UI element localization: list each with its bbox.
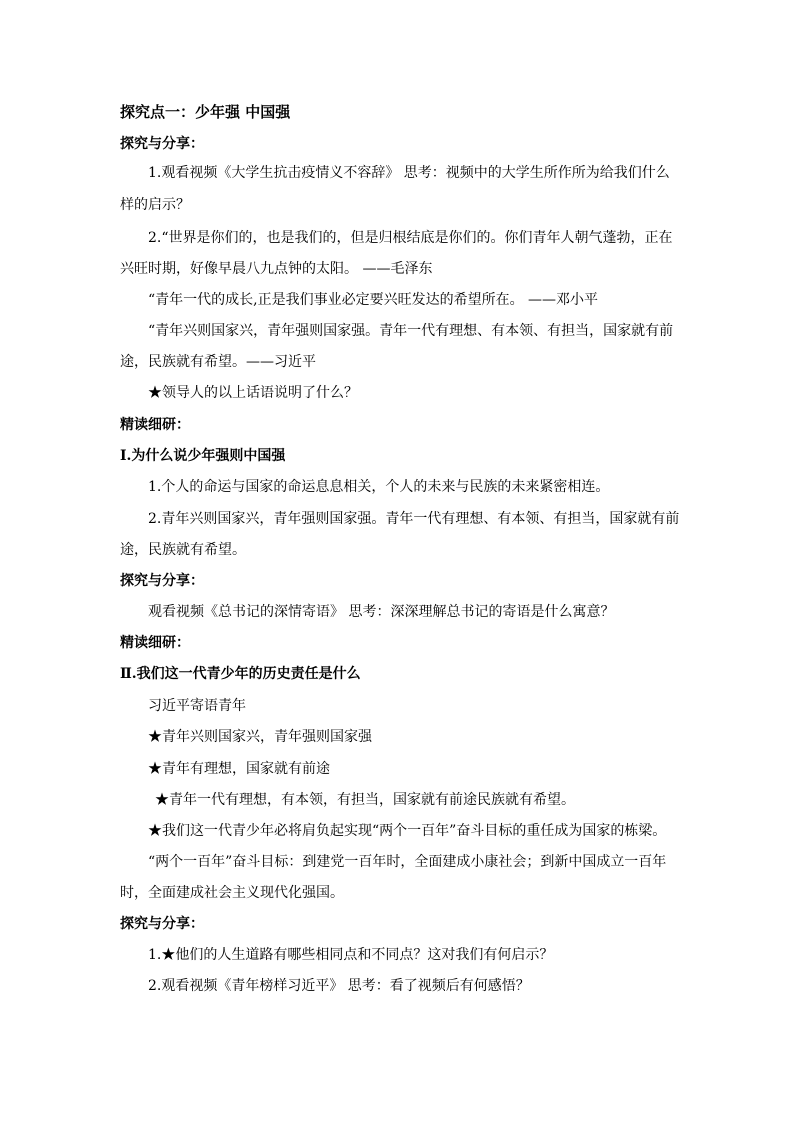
share-question-2-line-2: 兴旺时期，好像早晨八九点钟的太阳。 ——毛泽东: [120, 261, 433, 277]
share-heading-3: 探究与分享：: [120, 916, 204, 932]
share-question-2-line-1: 2.“世界是你们的，也是我们的，但是归根结底是你们的。你们青年人朝气蓬勃，正在: [148, 230, 673, 246]
quote-deng: “青年一代的成长,正是我们事业必定要兴旺发达的希望所在。 ——邓小平: [148, 292, 599, 308]
star-item-2: ★青年有理想，国家就有前途: [148, 761, 330, 777]
share-3-question-2: 2.观看视频《青年榜样习近平》 思考：看了视频后有何感悟？: [148, 978, 530, 994]
study-heading: 精读细研：: [120, 417, 190, 433]
share-2-text: 观看视频《总书记的深情寄语》 思考：深深理解总书记的寄语是什么寓意？: [148, 604, 615, 620]
study-heading-2: 精读细研：: [120, 635, 190, 651]
study-point-1: 1.个人的命运与国家的命运息息相关，个人的未来与民族的未来紧密相连。: [148, 479, 610, 495]
star-question: ★领导人的以上话语说明了什么？: [148, 385, 358, 401]
quote-xi-line-2: 途，民族就有希望。——习近平: [120, 354, 316, 370]
study-subheading-2: Ⅱ.我们这一代青少年的历史责任是什么: [120, 666, 361, 682]
share-heading: 探究与分享：: [120, 136, 204, 152]
star-item-4: ★我们这一代青少年必将肩负起实现“两个一百年”奋斗目标的重任成为国家的栋梁。: [148, 823, 667, 839]
share-heading-2: 探究与分享：: [120, 573, 204, 589]
share-question-1-line-2: 样的启示？: [120, 197, 190, 213]
study-point-2-line-2: 途，民族就有希望。: [120, 542, 246, 558]
quote-xi-line-1: “青年兴则国家兴，青年强则国家强。青年一代有理想、有本领、有担当，国家就有前: [148, 323, 674, 339]
section-title: 探究点一：少年强 中国强: [120, 103, 291, 121]
study-subheading-1: Ⅰ.为什么说少年强则中国强: [120, 448, 286, 464]
share-3-question-1: 1.★他们的人生道路有哪些相同点和不同点？这对我们有何启示？: [148, 947, 554, 963]
share-question-1-line-1: 1.观看视频《大学生抗击疫情义不容辞》 思考：视频中的大学生所作所为给我们什么: [148, 165, 670, 181]
star-item-3: ★青年一代有理想，有本领，有担当，国家就有前途民族就有希望。: [155, 792, 575, 808]
star-item-1: ★青年兴则国家兴，青年强则国家强: [148, 729, 372, 745]
goal-line-1: “两个一百年”奋斗目标：到建党一百年时，全面建成小康社会；到新中国成立一百年: [148, 854, 667, 870]
goal-line-2: 时，全面建成社会主义现代化强国。: [120, 885, 344, 901]
study-intro: 习近平寄语青年: [148, 698, 246, 714]
study-point-2-line-1: 2.青年兴则国家兴，青年强则国家强。青年一代有理想、有本领、有担当，国家就有前: [148, 511, 680, 527]
